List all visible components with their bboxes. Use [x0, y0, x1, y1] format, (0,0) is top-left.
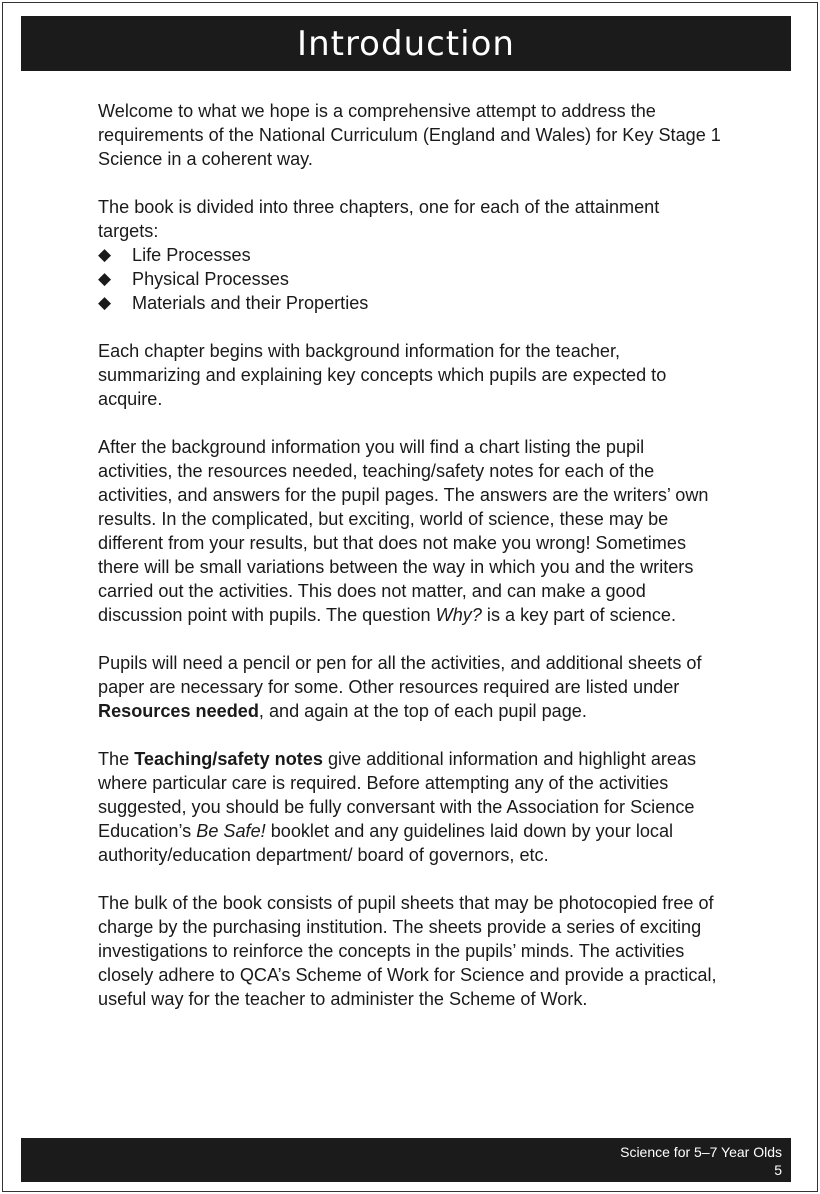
diamond-bullet-icon: ◆	[98, 269, 112, 288]
body-text	[98, 99, 723, 1035]
text-run: , and again at the top of each pupil page.	[258, 701, 587, 721]
text-run: is a key part of science.	[481, 605, 676, 625]
list-item-label: Life Processes	[132, 245, 251, 265]
paragraph-chapters: The book is divided into three chapters, one for each of the attainment targets:	[98, 197, 660, 241]
paragraph-resources	[98, 651, 723, 723]
chapter-list	[98, 243, 723, 315]
emphasis-be-safe: Be Safe!	[196, 821, 266, 841]
emphasis-why: Why?	[435, 605, 482, 625]
paragraph-pupil-sheets: The bulk of the book consists of pupil sheets that may be photocopied free of charge by the purchasing institution. The sheets provide a series of exciting investigations to reinforce the concepts in the pupils’ minds. The activities closely adhere to QCA’s Scheme of Work for Science and provide a practical, useful way for the teacher to administer the Scheme of Work.	[98, 893, 717, 1009]
footer-bar	[21, 1138, 791, 1182]
list-item-label: Materials and their Properties	[132, 293, 369, 313]
paragraph-background: Each chapter begins with background information for the teacher, summarizing and explaining key concepts which pupils are expected to acquire.	[98, 341, 667, 409]
list-item-label: Physical Processes	[132, 269, 289, 289]
list-item	[98, 243, 723, 267]
paragraph-chart	[98, 435, 723, 627]
diamond-bullet-icon: ◆	[98, 245, 112, 264]
paragraph-safety	[98, 747, 723, 867]
diamond-bullet-icon: ◆	[98, 293, 112, 312]
text-run: booklet and any guidelines laid down by your local authority/education department/ board of governors, etc.	[98, 821, 674, 865]
paragraph-welcome: Welcome to what we hope is a comprehensive attempt to address the requirements of the National Curriculum (England and Wales) for Key Stage 1 Science in a coherent way.	[98, 101, 721, 169]
bold-teaching-safety-notes: Teaching/safety notes	[134, 749, 323, 769]
page-number: 5	[774, 1162, 782, 1178]
text-run: The	[98, 749, 135, 769]
title-bar	[21, 16, 791, 71]
book-title: Science for 5–7 Year Olds	[620, 1144, 782, 1160]
list-item	[98, 267, 723, 291]
text-run: After the background information you will find a chart listing the pupil activities, the resources needed, teaching/safety notes for each of the activities, and answers for the pupil pages. The answers are the writers’ own results. In the complicated, but exciting, world of science, these may be different from your results, but that does not make you wrong! Sometimes there will be small variations between the way in which you and the writers carried out the activities. This does not matter, and can make a good discussion point with pupils. The question	[98, 437, 709, 625]
list-item	[98, 291, 723, 315]
bold-resources-needed: Resources needed	[98, 701, 259, 721]
text-run: give additional information and highlight areas where particular care is required. Before attempting any of the activities suggested, you should be fully conversant with the Association for Science Education’s	[98, 749, 697, 841]
text-run: Pupils will need a pencil or pen for all the activities, and additional sheets of paper are necessary for some. Other resources required are listed under	[98, 653, 702, 697]
page-title: Introduction	[297, 23, 515, 64]
